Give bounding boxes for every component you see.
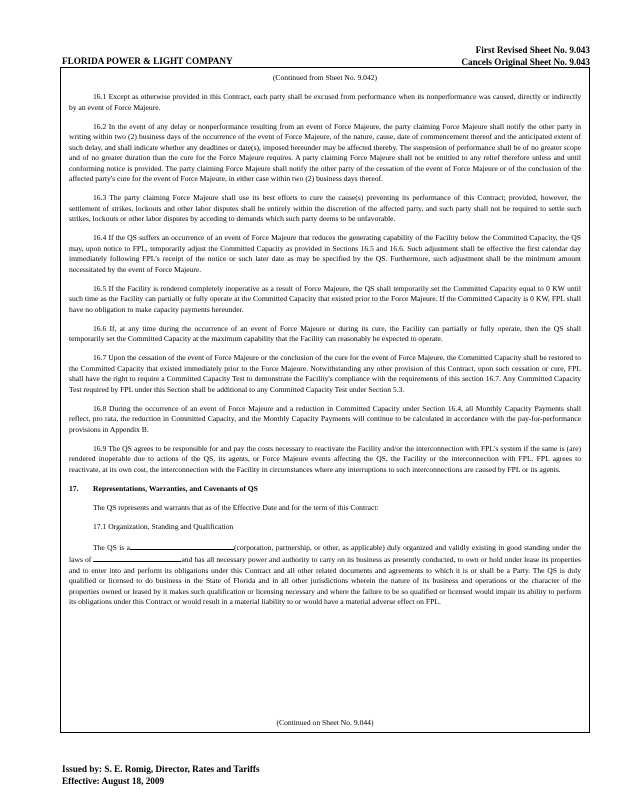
paragraph-16-3: 16.3 The party claiming Force Majeure shall use its best efforts to cure the cause(s) preventing its performance of this Contract; provided, however, the settlement of strikes, lockouts and other labor disputes shall be entirely within the discretion of the affected party, and such party shall not be required to settle such strikes, lockouts or other labor disputes by acceding to demands which such party deems to be unfavorable. bbox=[69, 193, 581, 223]
paragraph-16-7: 16.7 Upon the cessation of the event of Force Majeure or the conclusion of the cure for the event of Force Majeure, the Committed Capacity shall be restored to the Committed Capacity that existed immediately prior to the Force Majeure. Notwithstanding any other provision of this Contract, upon such cessation or cure, FPL shall have the right to require a Committed Capacity Test to demonstrate the Facility's compliance with the requirements of this section 16.7. Any Committed Capacity Test required by FPL under this Section shall be additional to any Committed Capacity Test under Section 5.3. bbox=[69, 353, 581, 394]
section-title: Representations, Warranties, and Covenants of QS bbox=[93, 483, 258, 493]
organization-text: (corporation, partnership, or other, as applicable) duly organized and validly existing in good standing under the laws of bbox=[69, 542, 581, 564]
company-name: FLORIDA POWER & LIGHT COMPANY bbox=[62, 56, 233, 66]
sheet-info bbox=[461, 44, 590, 68]
entity-type-blank bbox=[130, 541, 234, 550]
paragraph-16-4: 16.4 If the QS suffers an occurrence of an event of Force Majeure that reduces the generating capability of the Facility below the Committed Capacity, the QS may, upon notice to FPL, temporarily adjust the Committed Capacity as provided in Sections 16.5 and 16.6. Such adjustment shall be effective the first calendar day immediately following FPL's receipt of the notice or such later date as may be specified by the QS. Furthermore, such adjustment shall be the minimum amount necessitated by the event of Force Majeure. bbox=[69, 233, 581, 274]
paragraph-16-1: 16.1 Except as otherwise provided in this Contract, each party shall be excused from performance when its nonperformance was caused, directly or indirectly by an event of Force Majeure. bbox=[69, 92, 581, 112]
paragraph-17-1 bbox=[69, 541, 581, 608]
continued-from-note: (Continued from Sheet No. 9.042) bbox=[272, 73, 378, 82]
paragraph-16-5: 16.5 If the Facility is rendered completely inoperative as a result of Force Majeure, the QS shall temporarily set the Committed Capacity equal to 0 KW until such time as the Facility can partially or fully operate at the Committed Capacity that existed prior to the Force Majeure. If the Committed Capacity is 0 KW, FPL shall have no obligation to make capacity payments hereunder. bbox=[69, 283, 581, 314]
issuance-footer bbox=[62, 763, 260, 787]
qualification-text: and has all necessary power and authority to carry on its business as presently conducted, to own or hold under lease its properties and to enter into and perform its obligations under this Contract and all other related documents and agreements to which it is or shall be a Party. The QS is duly qualified or licensed to do business in the State of Florida and in all other jurisdictions wherein the nature of its business and operations or the character of the properties owned or leased by it makes such qualification or licensing necessary and where the failure to be so qualified or licensed would impair its ability to perform its obligations under this Contract or would result in a material liability to or would have a material adverse effect on FPL. bbox=[69, 555, 581, 606]
paragraph-16-9: 16.9 The QS agrees to be responsible for and pay the costs necessary to reactivate the Facility and/or the interconnection with FPL's system if the same is (are) rendered inoperable due to actions of the QS, its agents, or Force Majeure events affecting the QS, the Facility or the interconnection with FPL. FPL agrees to reactivate, at its own cost, the interconnection with the Facility in circumstances where any interruptions to such interconnections are caused by FPL or its agents. bbox=[69, 443, 581, 474]
paragraph-16-6: 16.6 If, at any time during the occurrence of an event of Force Majeure or during its cure, the Facility can partially or fully operate, then the QS shall temporarily set the Committed Capacity at the maximum capability that the Facility can reasonably be expected to operate. bbox=[69, 323, 581, 343]
section-17-heading bbox=[69, 484, 581, 494]
qs-is-a-text: The QS is a bbox=[93, 542, 130, 552]
section-17-intro: The QS represents and warrants that as of the Effective Date and for the term of this Contract: bbox=[93, 502, 379, 512]
document-body bbox=[60, 67, 590, 733]
sheet-number: First Revised Sheet No. 9.043 bbox=[475, 45, 590, 55]
paragraph-16-8: 16.8 During the occurrence of an event of Force Majeure and a reduction in Committed Capacity under Section 16.4, all Monthly Capacity Payments shall reflect, pro rata, the reduction in Committed Capacity, and the Monthly Capacity Payments will continue to be calculated in accordance with the pay-for-performance provisions in Appendix B. bbox=[69, 403, 581, 434]
subsection-17-1-heading: 17.1 Organization, Standing and Qualification bbox=[93, 521, 234, 531]
effective-date: Effective: August 18, 2009 bbox=[62, 776, 165, 786]
cancels-sheet: Cancels Original Sheet No. 9.043 bbox=[461, 57, 590, 67]
paragraph-16-2: 16.2 In the event of any delay or nonperformance resulting from an event of Force Majeure, the party claiming Force Majeure shall notify the other party in writing within two (2) business days of the occurrence of the event of Force Majeure, of the nature, cause, date of commencement thereof and the anticipated extent of such delay, and shall indicate whether any deadlines or date(s), imposed hereunder may be affected thereby. The suspension of performance shall be of no greater scope and of no greater duration than the cure for the Force Majeure requires. A party claiming Force Majeure shall not be entitled to any relief therefore unless and until conforming notice is provided. The party claiming Force Majeure shall notify the other party of the cessation of the event of Force Majeure or of the conclusion of the affected party's cure for the event of Force Majeure, in either case within two (2) business days thereof. bbox=[69, 121, 581, 183]
continued-on-note: (Continued on Sheet No. 9.044) bbox=[276, 718, 374, 727]
issued-by: Issued by: S. E. Romig, Director, Rates and Tariffs bbox=[62, 764, 260, 774]
jurisdiction-blank bbox=[93, 553, 181, 562]
section-number: 17. bbox=[69, 483, 79, 493]
